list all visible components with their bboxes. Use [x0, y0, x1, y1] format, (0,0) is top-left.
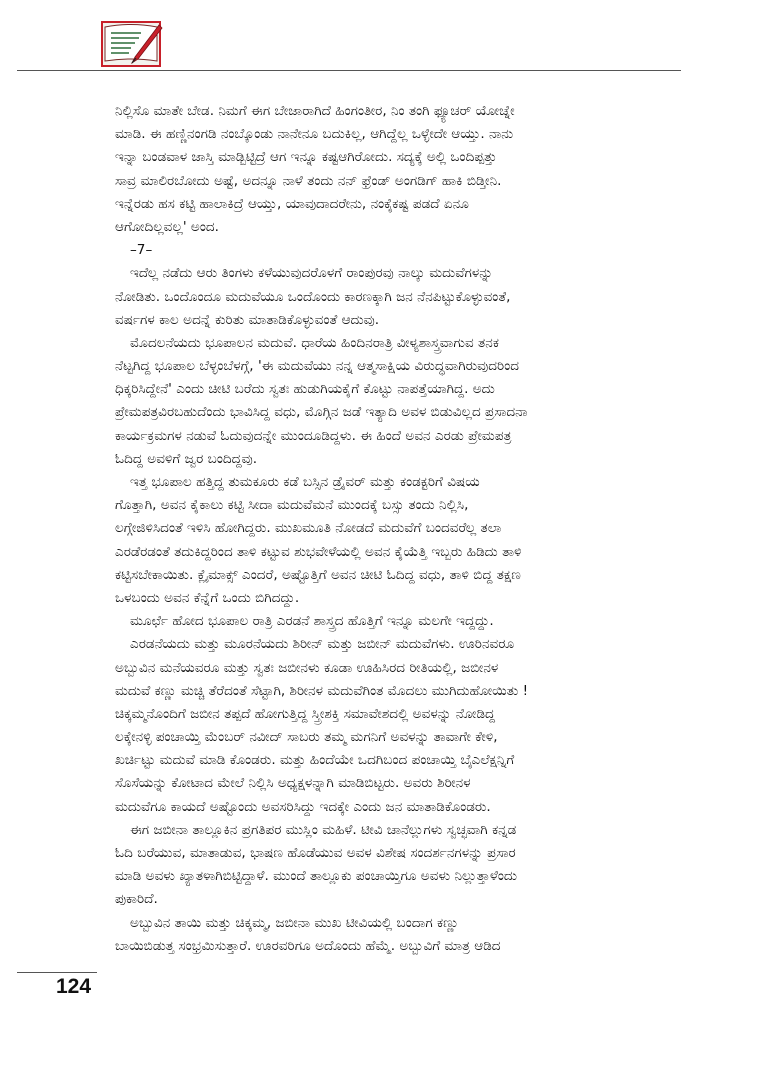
text-line: ಲಗ್ಗೇಜಿಳಿಸಿದಂತೆ ಇಳಿಸಿ ಹೋಗಿದ್ದರು. ಮುಖಮೂತಿ ನೋಡದೆ ಮದುವೆಗೆ ಬಂದವರೆಲ್ಲ ತಲಾ	[115, 520, 502, 537]
text-line: ಎರಡೆರಡಂತೆ ತದುಕಿದ್ದರಿಂದ ತಾಳಿ ಕಟ್ಟುವ ಶುಭವೇಳೆಯಲ್ಲಿ ಅವನ ಕೈಯೆತ್ತಿ ಇಬ್ಬರು ಹಿಡಿದು ತಾಳಿ	[115, 543, 522, 560]
text-line: ಈಗ ಜಬೀನಾ ತಾಲ್ಲೂಕಿನ ಪ್ರಗತಿಪರ ಮುಸ್ಲಿಂ ಮಹಿಳೆ. ಟೀವಿ ಚಾನೆಲ್ಲುಗಳು ಸ್ವಚ್ಛವಾಗಿ ಕನ್ನಡ	[130, 821, 517, 838]
text-line: ಮಾಡಿ. ಈ ಹಣ್ಣಿನಂಗಡಿ ನಂಬ್ಕೊಂಡು ನಾನೇನೂ ಬದುಕಿಲ್ಲ, ಆಗಿದ್ದೆಲ್ಲ ಒಳ್ಳೇದೇ ಆಯ್ತು. ನಾನು	[115, 126, 514, 143]
text-line: ಖರ್ಚಿಟ್ಟು ಮದುವೆ ಮಾಡಿ ಕೊಂಡರು. ಮತ್ತು ಹಿಂದೆಯೇ ಒದಗಿಬಂದ ಪಂಚಾಯ್ತಿ ಬೈಎಲೆಕ್ಷನ್ನಿಗೆ	[115, 752, 515, 769]
text-line: ಓದಿದ್ದ ಅವಳಿಗೆ ಜ್ವರ ಬಂದಿದ್ದವು.	[115, 450, 258, 467]
footer-rule	[17, 972, 97, 973]
header-rule	[17, 70, 681, 71]
text-line: ಓದಿ ಬರೆಯುವ, ಮಾತಾಡುವ, ಭಾಷಣ ಹೊಡೆಯುವ ಅವಳ ವಿಶೇಷ ಸಂದರ್ಶನಗಳನ್ನು ಪ್ರಸಾರ	[115, 845, 516, 861]
text-line: ಅಬ್ಬುವಿನ ಮನೆಯವರೂ ಮತ್ತು ಸ್ವತಃ ಜಬೀನಳು ಕೂಡಾ ಊಹಿಸಿರದ ರೀತಿಯಲ್ಲಿ, ಜಬೀನಳ	[115, 659, 499, 676]
text-line: ಚಿಕ್ಕಮ್ಮನೊಂದಿಗೆ ಜಬೀನ ತಪ್ಪದೆ ಹೋಗುತ್ತಿದ್ದ ಸ್ತ್ರೀಶಕ್ತಿ ಸಮಾವೇಶದಲ್ಲಿ ಅವಳನ್ನು ನೋಡಿದ್ದ	[115, 705, 496, 722]
book-logo-icon	[101, 19, 165, 69]
text-line: ಮದುವೆಗೂ ಕಾಯದೆ ಅಷ್ಟೊಂದು ಅವಸರಿಸಿದ್ದು ಇದಕ್ಕೇ ಎಂದು ಜನ ಮಾತಾಡಿಕೊಂಡರು.	[115, 798, 491, 815]
text-line: ನಿಲ್ಲಿಸೊ ಮಾತೇ ಬೇಡ. ನಿಮಗೆ ಈಗ ಬೇಜಾರಾಗಿದೆ ಹಿಂಗಂತೀರ, ನಿಂ ತಂಗಿ ಫ್ಯೂಚರ್ ಯೋಚ್ನೇ	[115, 103, 515, 119]
text-line: ಮಾಡಿ ಅವಳು ಖ್ಯಾತಳಾಗಿಬಿಟ್ಟಿದ್ದಾಳೆ. ಮುಂದೆ ತಾಲ್ಲೂಕು ಪಂಚಾಯ್ತಿಗೂ ಅವಳು ನಿಲ್ಲುತ್ತಾಳೆಂದು	[115, 868, 518, 885]
text-line: ಮದುವೆ ಕಣ್ಣು ಮಚ್ಚಿ ತೆರೆದಂತೆ ಸೆಟ್ಟಾಗಿ, ಶಿರೀನಳ ಮದುವೆಗಿಂತ ಮೊದಲು ಮುಗಿದುಹೋಯಿತು !	[115, 682, 529, 699]
text-line: ಧಿಕ್ಕರಿಸಿದ್ದೇನೆ' ಎಂದು ಚೀಟಿ ಬರೆದು ಸ್ವತಃ ಹುಡುಗಿಯಕೈಗೆ ಕೊಟ್ಟು ನಾಪತ್ತೆಯಾಗಿದ್ದ. ಅದು	[115, 381, 495, 398]
text-line: ನೆಟ್ಟಗಿದ್ದ ಭೂಪಾಲ ಬೆಳ್ಳಂಬೆಳಗ್ಗೆ, 'ಈ ಮದುವೆಯು ನನ್ನ ಆತ್ಮಸಾಕ್ಷಿಯ ವಿರುದ್ಧವಾಗಿರುವುದರಿಂದ	[115, 358, 520, 375]
text-line: ಸೊಸೆಯನ್ನು ಕೋಟಾದ ಮೇಲೆ ನಿಲ್ಲಿಸಿ ಅಧ್ಯಕ್ಷಳನ್ನಾಗಿ ಮಾಡಿಬಿಟ್ಟರು. ಅವರು ಶಿರೀನಳ	[115, 775, 471, 792]
text-line: ಕಟ್ಟಿಸಬೇಕಾಯಿತು. ಕ್ಲೈಮಾಕ್ಸ್ ಎಂದರೆ, ಅಷ್ಟೊತ್ತಿಗೆ ಅವನ ಚೀಟಿ ಓದಿದ್ದ ವಧು, ತಾಳಿ ಬಿದ್ದ ತಕ್ಷಣ	[115, 566, 521, 583]
text-line: ಬಾಯಿಬಿಡುತ್ತ ಸಂಭ್ರಮಿಸುತ್ತಾರೆ. ಊರವರಿಗೂ ಅದೊಂದು ಹೆಮ್ಮೆ. ಅಬ್ಬುವಿಗೆ ಮಾತ್ರ ಆಡಿದ	[115, 937, 501, 954]
text-line: ಮೊದಲನೆಯದು ಭೂಪಾಲನ ಮದುವೆ. ಧಾರೆಯ ಹಿಂದಿನರಾತ್ರಿ ವೀಳ್ಯಶಾಸ್ತ್ರವಾಗುವ ತನಕ	[130, 334, 499, 351]
text-line: ಮೂರ್ಛೆ ಹೋದ ಭೂಪಾಲ ರಾತ್ರಿ ಎರಡನೆ ಶಾಸ್ತ್ರದ ಹೊತ್ತಿಗೆ ಇನ್ನೂ ಮಲಗೇ ಇದ್ದದ್ದು.	[130, 613, 494, 630]
text-line: ವರ್ಷಗಳ ಕಾಲ ಅದನ್ನೆ ಕುರಿತು ಮಾತಾಡಿಕೊಳ್ಳುವಂತೆ ಆದುವು.	[115, 311, 380, 328]
text-line: ಎರಡನೆಯದು ಮತ್ತು ಮೂರನೆಯದು ಶಿರೀನ್ ಮತ್ತು ಜಬೀನ್ ಮದುವೆಗಳು. ಊರಿನವರೂ	[130, 636, 515, 653]
text-line: ನೋಡಿತು. ಒಂದೊಂದೂ ಮದುವೆಯೂ ಒಂದೊಂದು ಕಾರಣಕ್ಕಾಗಿ ಜನ ನೆನಪಿಟ್ಟುಕೊಳ್ಳುವಂತೆ,	[115, 288, 511, 305]
body-text	[115, 100, 675, 958]
text-line: ಕಾರ್ಯಕ್ರಮಗಳ ನಡುವೆ ಓದುವುದನ್ನೇ ಮುಂದೂಡಿದ್ದಳು. ಈ ಹಿಂದೆ ಅವನ ಎರಡು ಪ್ರೇಮಪತ್ರ	[115, 427, 512, 444]
section-number: –7–	[130, 242, 153, 259]
text-line: ಆಗೋದಿಲ್ಲವಲ್ಲ' ಅಂದ.	[115, 218, 219, 235]
text-line: ಪ್ರೇಮಪತ್ರವಿರಬಹುದೆಂದು ಭಾವಿಸಿದ್ದ ವಧು, ಮೊಗ್ಗಿನ ಜಡೆ ಇತ್ಯಾದಿ ಅವಳ ಬಿಡುವಿಲ್ಲದ ಪ್ರಸಾದನಾ	[115, 404, 528, 421]
text-line: ಪುಕಾರಿದೆ.	[115, 891, 158, 908]
text-line: ಲಕ್ಕೇನಳ್ಳಿ ಪಂಚಾಯ್ತಿ ಮೆಂಬರ್ ನವೀದ್ ಸಾಬರು ತಮ್ಮ ಮಗನಿಗೆ ಅವಳನ್ನು ತಾವಾಗೇ ಕೇಳಿ,	[115, 729, 498, 746]
text-line: ಇದೆಲ್ಲ ನಡೆದು ಆರು ತಿಂಗಳು ಕಳೆಯುವುದರೊಳಗೆ ರಾಂಪುರವು ನಾಲ್ಕು ಮದುವೆಗಳನ್ನು	[130, 265, 493, 282]
text-line: ಇನ್ನೆರಡು ಹಸ ಕಟ್ಟಿ ಹಾಲಾಕಿದ್ರೆ ಆಯ್ತು, ಯಾವುದಾದರೇನು, ನಂಕೈಕಷ್ಟ ಪಡದೆ ಏನೂ	[115, 195, 469, 212]
text-line: ಗೊತ್ತಾಗಿ, ಅವನ ಕೈಕಾಲು ಕಟ್ಟಿ ಸೀದಾ ಮದುವೆಮನೆ ಮುಂದಕ್ಕೆ ಬಸ್ಸು ತಂದು ನಿಲ್ಲಿಸಿ,	[115, 497, 469, 514]
text-line: ಅಬ್ಬುವಿನ ತಾಯಿ ಮತ್ತು ಚಿಕ್ಕಮ್ಮ, ಜಬೀನಾ ಮುಖ ಟೀವಿಯಲ್ಲಿ ಬಂದಾಗ ಕಣ್ಣು	[130, 914, 460, 931]
text-line: ಸಾವ್ರ ಮಾಲಿರಬೋದು ಅಷ್ಟೆ, ಅದನ್ನೂ ನಾಳೆ ತಂದು ನನ್ ಫ್ರೆಂಡ್ ಅಂಗಡಿಗ್ ಹಾಕಿ ಬಿಡ್ತೀನಿ.	[115, 172, 502, 189]
page-number: 124	[56, 975, 92, 998]
text-line: ಇತ್ತ ಭೂಪಾಲ ಹತ್ತಿದ್ದ ತುಮಕೂರು ಕಡೆ ಬಸ್ಸಿನ ಡ್ರೈವರ್ ಮತ್ತು ಕಂಡಕ್ಟರಿಗೆ ವಿಷಯ	[130, 474, 480, 490]
text-line: ಇನ್ನಾ ಬಂಡವಾಳ ಜಾಸ್ತಿ ಮಾಡ್ಬಿಟ್ಟಿದ್ರೆ ಆಗ ಇನ್ನೂ ಕಷ್ಟಆಗಿರೋದು. ಸದ್ಯಕ್ಕೆ ಅಲ್ಲಿ ಒಂದಿಪ್ಪತ್ತು	[115, 149, 497, 166]
text-line: ಒಳಬಂದು ಅವನ ಕೆನ್ನೆಗೆ ಒಂದು ಬಿಗಿದದ್ದು.	[115, 589, 300, 606]
